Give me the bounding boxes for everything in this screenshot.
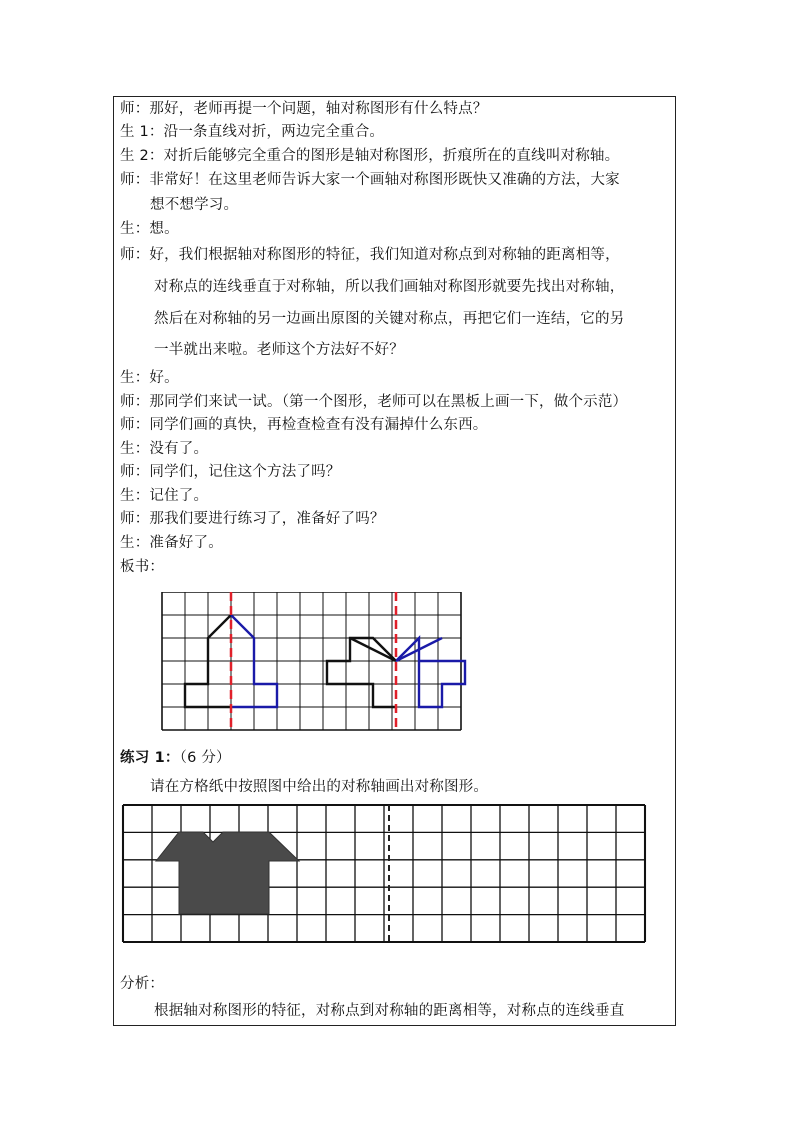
text-line: 一半就出来啦。老师这个方法好不好？ <box>154 342 404 358</box>
exercise-score: （6 分） <box>179 750 231 766</box>
text-line: 生：没有了。 <box>120 441 209 457</box>
text-line: 生 1：沿一条直线对折，两边完全重合。 <box>120 124 385 140</box>
text-line: 师：同学们，记住这个方法了吗？ <box>120 464 341 480</box>
blackboard-figure <box>159 592 469 737</box>
text-line: 对称点的连线垂直于对称轴，所以我们画轴对称图形就要先找出对称轴， <box>154 279 625 295</box>
text-line: 师：那好，老师再提一个问题，轴对称图形有什么特点？ <box>120 101 488 117</box>
text-line: 师：同学们画的真快，再检查检查有没有漏掉什么东西。 <box>120 417 488 433</box>
original-shape-right <box>327 638 396 707</box>
analysis-text: 根据轴对称图形的特征，对称点到对称轴的距离相等，对称点的连线垂直 <box>154 1003 625 1019</box>
house-shape <box>156 832 299 914</box>
original-diagonal-right <box>350 638 396 661</box>
exercise-title: 练习 1： <box>120 750 180 766</box>
blackboard-label: 板书： <box>120 559 165 575</box>
analysis-label: 分析： <box>120 976 165 992</box>
exercise-heading <box>120 748 231 768</box>
text-line: 生 2：对折后能够完全重合的图形是轴对称图形，折痕所在的直线叫对称轴。 <box>120 148 620 164</box>
exercise-figure <box>121 803 657 945</box>
lesson-frame <box>113 96 676 1026</box>
text-line: 师：好，我们根据轴对称图形的特征，我们知道对称点到对称轴的距离相等， <box>120 247 620 263</box>
text-line: 师：那我们要进行练习了，准备好了吗？ <box>120 511 385 527</box>
text-line: 生：好。 <box>120 370 179 386</box>
text-line: 想不想学习。 <box>150 197 239 213</box>
text-line: 生：想。 <box>120 221 179 237</box>
text-line: 生：准备好了。 <box>120 535 223 551</box>
text-line: 然后在对称轴的另一边画出原图的关键对称点，再把它们一连结，它的另 <box>154 311 625 327</box>
text-line: 生：记住了。 <box>120 488 209 504</box>
exercise-instruction: 请在方格纸中按照图中给出的对称轴画出对称图形。 <box>150 779 489 795</box>
reflected-shape-right <box>396 638 465 707</box>
text-line: 师：非常好！在这里老师告诉大家一个画轴对称图形既快又准确的方法，大家 <box>120 172 620 188</box>
text-line: 师：那同学们来试一试。（第一个图形，老师可以在黑板上画一下，做个示范） <box>120 394 628 410</box>
